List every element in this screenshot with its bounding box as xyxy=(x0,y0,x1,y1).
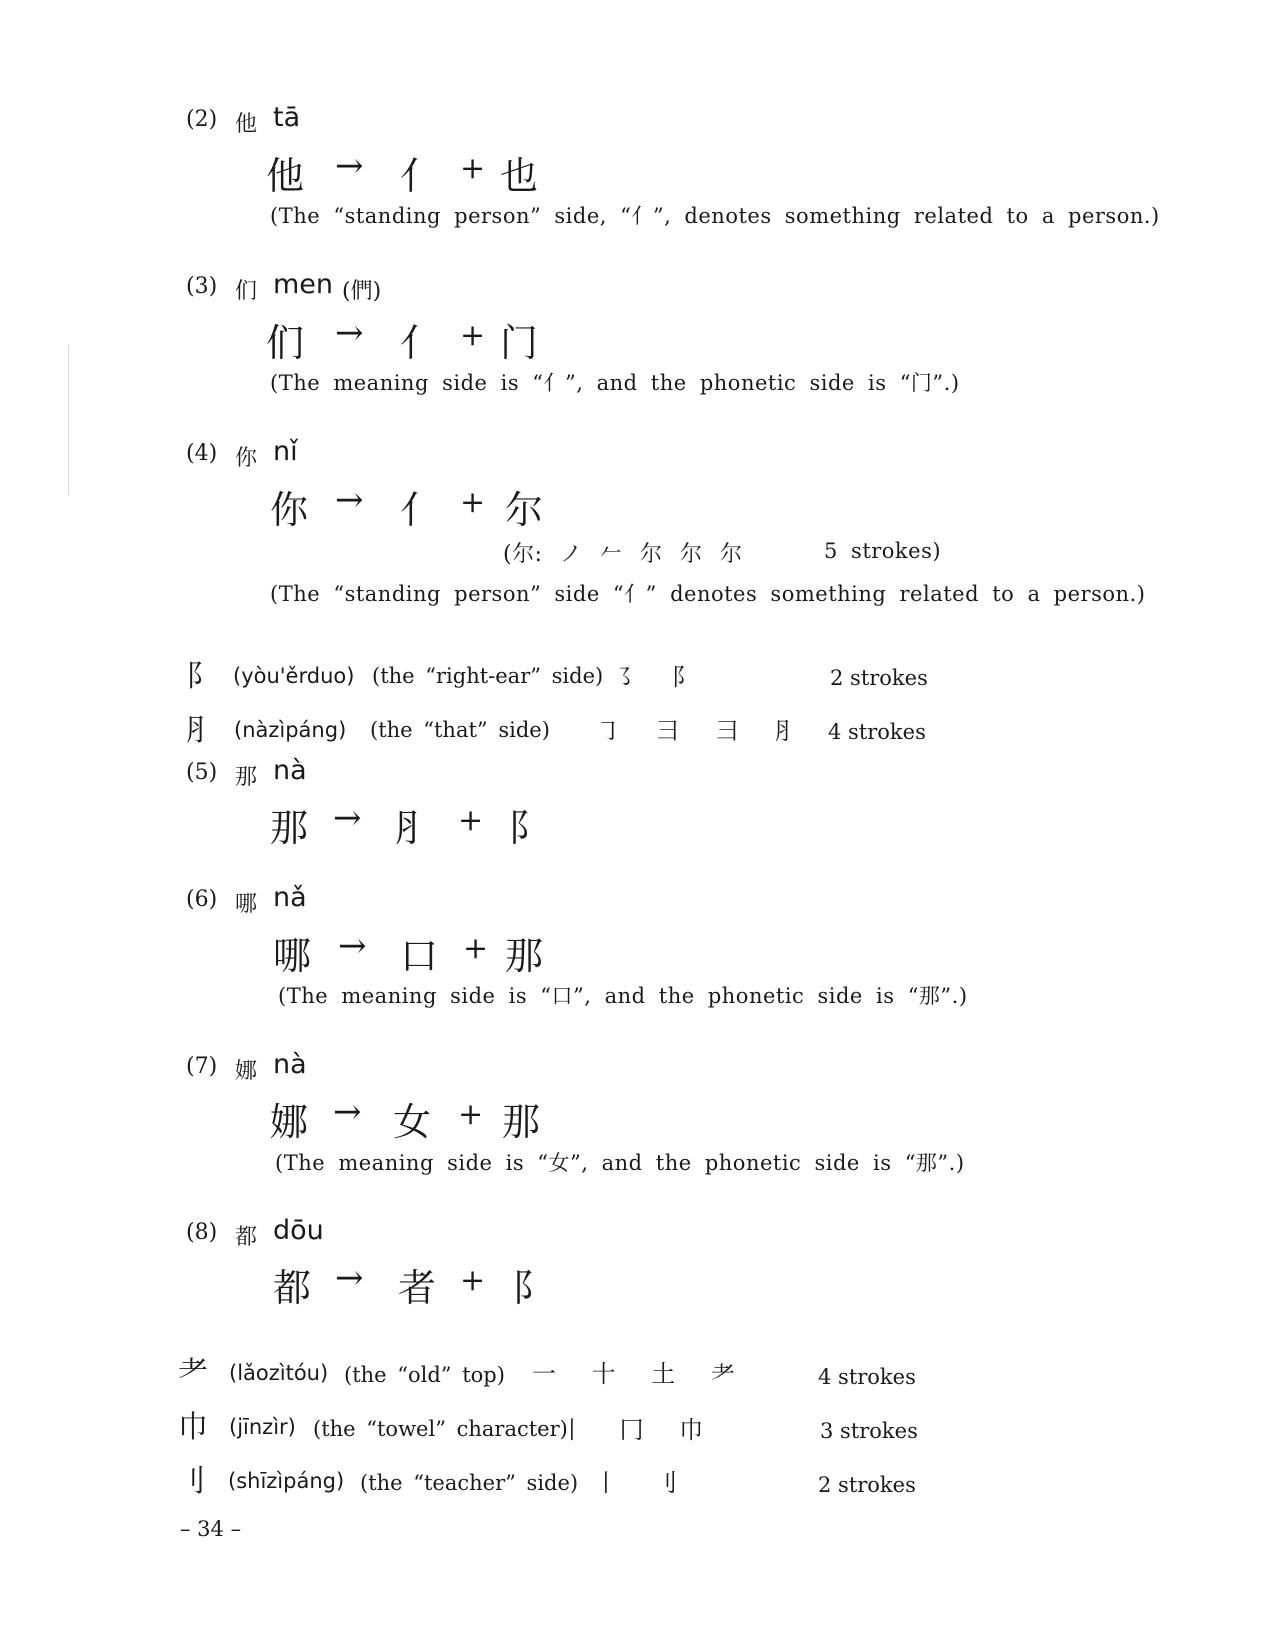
plus: + xyxy=(463,931,489,966)
decomp-component: 口 xyxy=(400,934,439,978)
plus: + xyxy=(460,485,486,520)
item-pinyin: nǎ xyxy=(273,882,307,913)
item-note: (The “standing person” side “亻” denotes something related to a person.) xyxy=(270,582,1146,606)
item-char: 那 xyxy=(235,765,258,790)
radical-description: (the “right-ear” side) xyxy=(372,664,604,688)
decomp-char: 他 xyxy=(266,154,305,198)
arrow: → xyxy=(335,313,364,353)
item-char: 哪 xyxy=(235,892,258,917)
page-number: – 34 – xyxy=(180,1517,242,1541)
radical-stroke-order: ㇆ ⺕ ⺕ ⺼ xyxy=(596,717,813,745)
arrow: → xyxy=(335,480,364,520)
traditional-char: (們) xyxy=(342,279,382,304)
radical-pinyin: (yòu'ěrduo) xyxy=(233,664,355,688)
radical-stroke-count: 2 strokes xyxy=(830,666,928,690)
decomp-component: 阝 xyxy=(508,806,547,850)
item-char: 都 xyxy=(235,1225,258,1250)
decomp-component: 那 xyxy=(502,1100,541,1144)
plus: + xyxy=(460,151,486,186)
decomp-component: 尔 xyxy=(505,488,544,532)
radical-stroke-order: 一 十 土 耂 xyxy=(532,1360,749,1388)
decomp-component: 亻 xyxy=(400,488,439,532)
decomp-component: ⺼ xyxy=(395,806,434,850)
item-note: (The meaning side is “亻”, and the phonetic side is “门”.) xyxy=(270,371,960,395)
radical-pinyin: (shīzìpáng) xyxy=(228,1469,345,1493)
decomp-component: 女 xyxy=(393,1100,432,1144)
item-number: (7) xyxy=(186,1054,218,1079)
decomp-char: 们 xyxy=(266,321,305,365)
stroke-order-note: (尔: ノ 𠂉 尔 尔 尔 xyxy=(503,542,743,567)
item-number: (8) xyxy=(186,1220,218,1245)
decomp-component: 亻 xyxy=(400,321,439,365)
item-number: (3) xyxy=(186,274,218,299)
plus: + xyxy=(460,318,486,353)
item-number: (2) xyxy=(186,107,218,132)
radical-description: (the “towel” character) xyxy=(313,1417,568,1441)
radical-description: (the “old” top) xyxy=(344,1363,505,1387)
radical-pinyin: (jīnzìr) xyxy=(229,1415,296,1439)
item-char: 你 xyxy=(235,446,258,471)
radical-stroke-order: 丨 冂 巾 xyxy=(560,1416,718,1444)
decomp-component: 者 xyxy=(398,1266,437,1310)
arrow: → xyxy=(335,146,364,186)
plus: + xyxy=(458,1097,484,1132)
margin-line xyxy=(68,345,69,495)
item-char: 他 xyxy=(235,112,258,137)
radical-description: (the “that” side) xyxy=(370,718,550,742)
decomp-component: 门 xyxy=(500,321,539,365)
item-number: (6) xyxy=(186,887,218,912)
arrow: → xyxy=(338,926,367,966)
arrow: → xyxy=(333,1092,362,1132)
decomp-component: 亻 xyxy=(400,154,439,198)
radical-stroke-count: 3 strokes xyxy=(820,1419,918,1443)
item-note: (The meaning side is “女”, and the phonetic side is “那”.) xyxy=(275,1151,965,1175)
radical-stroke-order: ㇌ 阝 xyxy=(612,663,710,691)
item-note: (The meaning side is “口”, and the phonetic side is “那”.) xyxy=(278,984,968,1008)
item-char: 娜 xyxy=(235,1059,258,1084)
decomp-char: 你 xyxy=(270,488,309,532)
radical-char: 阝 xyxy=(186,659,216,694)
radical-char: 刂 xyxy=(176,1464,206,1499)
item-note: (The “standing person” side, “亻”, denotes something related to a person.) xyxy=(270,204,1160,228)
decomp-component: 阝 xyxy=(512,1266,551,1310)
radical-pinyin: (nàzìpáng) xyxy=(234,718,347,742)
radical-stroke-order: 丨 刂 xyxy=(594,1469,692,1497)
decomp-char: 都 xyxy=(273,1266,312,1310)
decomp-char: 娜 xyxy=(270,1100,309,1144)
plus: + xyxy=(460,1263,486,1298)
decomp-char: 哪 xyxy=(273,934,312,978)
item-number: (4) xyxy=(186,441,218,466)
radical-description: (the “teacher” side) xyxy=(360,1471,579,1495)
decomp-component: 那 xyxy=(505,934,544,978)
decomp-component: 也 xyxy=(500,154,539,198)
radical-stroke-count: 4 strokes xyxy=(828,720,926,744)
plus: + xyxy=(458,803,484,838)
radical-pinyin: (lǎozìtóu) xyxy=(229,1361,329,1385)
item-char: 们 xyxy=(235,279,258,304)
radical-stroke-count: 4 strokes xyxy=(818,1365,916,1389)
item-pinyin: nà xyxy=(273,755,307,786)
item-number: (5) xyxy=(186,760,218,785)
item-pinyin: men xyxy=(273,269,334,300)
decomp-char: 那 xyxy=(270,806,309,850)
item-pinyin: dōu xyxy=(273,1215,324,1246)
item-pinyin: tā xyxy=(273,102,301,133)
arrow: → xyxy=(335,1258,364,1298)
radical-char: ⺼ xyxy=(186,713,216,748)
item-pinyin: nǐ xyxy=(273,436,298,467)
stroke-count: 5 strokes) xyxy=(824,539,942,563)
radical-stroke-count: 2 strokes xyxy=(818,1473,916,1497)
arrow: → xyxy=(333,798,362,838)
radical-char: 巾 xyxy=(178,1410,208,1445)
radical-char: 耂 xyxy=(178,1354,208,1389)
item-pinyin: nà xyxy=(273,1049,307,1080)
